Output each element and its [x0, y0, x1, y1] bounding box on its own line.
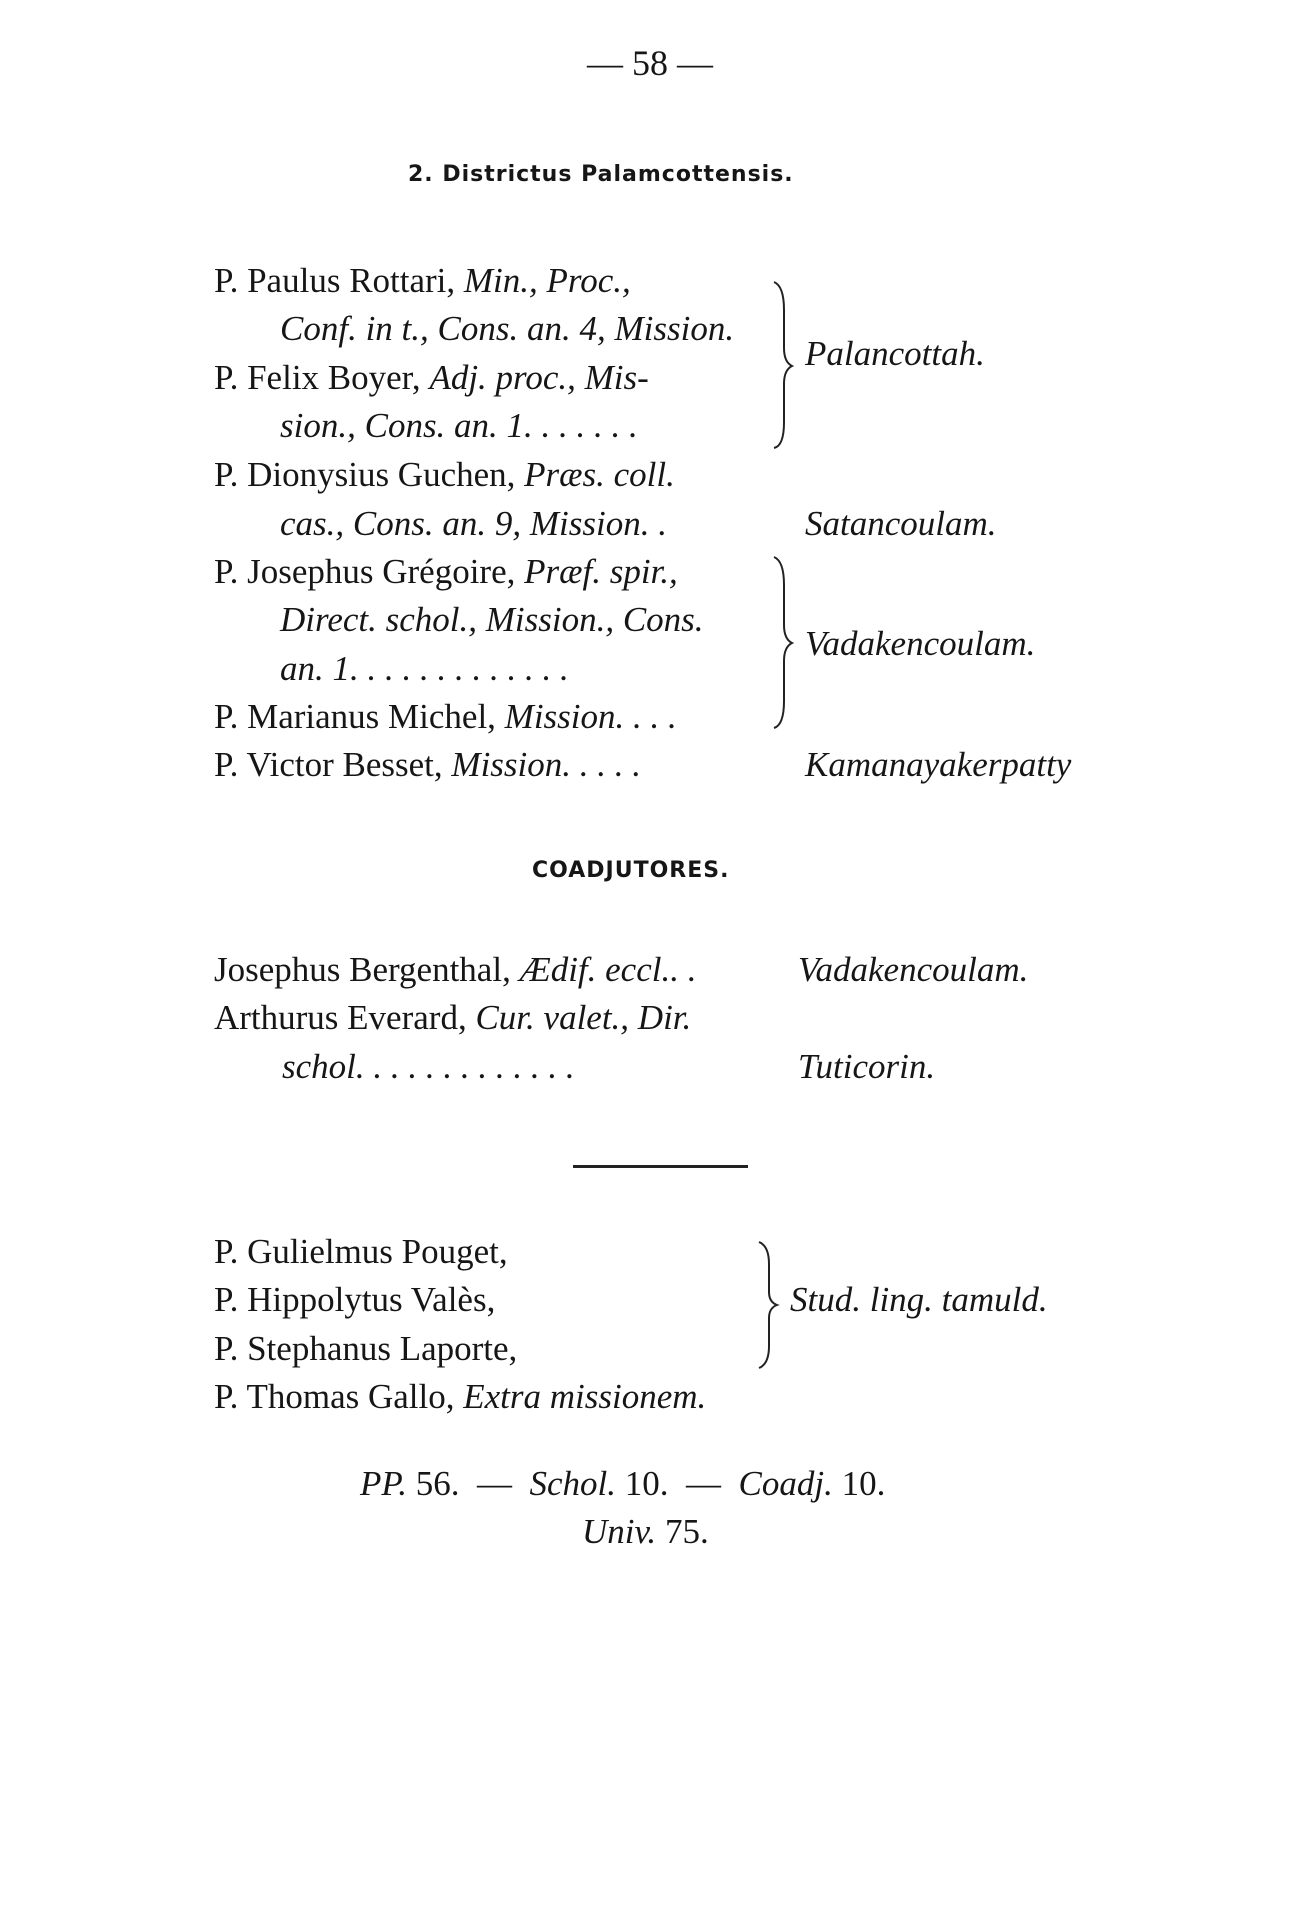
entry-roles: Ædif. eccl.. .	[519, 950, 697, 989]
entry-roles-cont: Direct. schol., Mission., Cons.	[280, 600, 704, 639]
coadjutores-heading: COADJUTORES.	[532, 858, 730, 883]
place-palancottah: Palancottah.	[805, 334, 985, 373]
brace-vadakencoulam	[770, 555, 796, 730]
entry-roles-cont: an. 1. . . . . . . . . . . . .	[280, 649, 569, 688]
father-entry	[214, 693, 677, 741]
other-entry	[214, 1228, 508, 1276]
brace-stud-ling	[755, 1240, 781, 1370]
entry-prefix: P.	[214, 455, 239, 494]
univ-label: Univ.	[582, 1512, 657, 1551]
coadj-value: 10.	[841, 1464, 886, 1503]
entry-roles: Adj. proc., Mis-	[429, 358, 649, 397]
entry-roles: Mission. . . . .	[451, 745, 642, 784]
entry-prefix: P.	[214, 1377, 239, 1416]
entry-name: Josephus Bergenthal,	[214, 950, 511, 989]
entry-roles-cont: schol. . . . . . . . . . . . .	[282, 1047, 575, 1086]
entry-prefix: P.	[214, 697, 239, 736]
brace-palancottah	[770, 280, 796, 450]
pp-value: 56.	[415, 1464, 460, 1503]
entry-name: Paulus Rottari,	[247, 261, 456, 300]
place-stud-ling: Stud. ling. tamuld.	[790, 1280, 1048, 1319]
coadjutor-entry	[214, 994, 691, 1042]
entry-prefix: P.	[214, 1280, 239, 1319]
entry-roles: Cur. valet., Dir.	[475, 998, 692, 1037]
schol-label: Schol.	[529, 1464, 617, 1503]
father-entry	[214, 257, 631, 305]
section-heading: 2. Districtus Palamcottensis.	[408, 162, 794, 187]
entry-roles: Præs. coll.	[524, 455, 675, 494]
univ-line	[582, 1508, 709, 1556]
univ-value: 75.	[664, 1512, 709, 1551]
page-number: — 58 —	[587, 43, 713, 83]
place-vadakencoulam: Vadakencoulam.	[805, 624, 1036, 663]
coadjutor-place: Vadakencoulam.	[798, 950, 1029, 989]
entry-roles: Præf. spir.,	[524, 552, 678, 591]
totals-line	[360, 1460, 885, 1508]
father-entry	[214, 354, 649, 402]
pp-label: PP.	[360, 1464, 407, 1503]
entry-roles-cont: Conf. in t., Cons. an. 4, Mission.	[280, 309, 735, 348]
entry-prefix: P.	[214, 261, 239, 300]
coadj-label: Coadj.	[738, 1464, 833, 1503]
entry-roles-cont: cas., Cons. an. 9, Mission. .	[280, 504, 667, 543]
entry-prefix: P.	[214, 1232, 239, 1271]
entry-name: Felix Boyer,	[247, 358, 421, 397]
coadjutor-entry	[214, 946, 696, 994]
entry-prefix: P.	[214, 552, 239, 591]
dash: —	[477, 1464, 512, 1503]
dash: —	[686, 1464, 722, 1503]
entry-name: Josephus Grégoire,	[247, 552, 516, 591]
entry-name: Gulielmus Pouget,	[247, 1232, 508, 1271]
entry-prefix: P.	[214, 358, 239, 397]
place-kamanayakerpatty: Kamanayakerpatty	[805, 745, 1072, 784]
entry-name: Victor Besset,	[246, 745, 443, 784]
entry-name: Marianus Michel,	[247, 697, 496, 736]
entry-name: Arthurus Everard,	[214, 998, 467, 1037]
place-satancoulam: Satancoulam.	[805, 504, 997, 543]
other-entry	[214, 1325, 517, 1373]
entry-name: Dionysius Guchen,	[247, 455, 516, 494]
entry-prefix: P.	[214, 745, 239, 784]
entry-name: Hippolytus Valès,	[247, 1280, 496, 1319]
other-entry	[214, 1373, 706, 1421]
other-entry	[214, 1276, 495, 1324]
coadjutor-place: Tuticorin.	[798, 1047, 936, 1086]
father-entry	[214, 451, 675, 499]
entry-prefix: P.	[214, 1329, 239, 1368]
entry-roles-cont: sion., Cons. an. 1. . . . . . .	[280, 406, 638, 445]
father-entry	[214, 741, 641, 789]
entry-roles: Min., Proc.,	[463, 261, 631, 300]
divider-rule	[573, 1165, 748, 1168]
entry-name: Thomas Gallo,	[246, 1377, 455, 1416]
entry-roles: Extra missionem.	[463, 1377, 707, 1416]
schol-value: 10.	[624, 1464, 669, 1503]
entry-name: Stephanus Laporte,	[247, 1329, 518, 1368]
father-entry	[214, 548, 678, 596]
entry-roles: Mission. . . .	[504, 697, 677, 736]
